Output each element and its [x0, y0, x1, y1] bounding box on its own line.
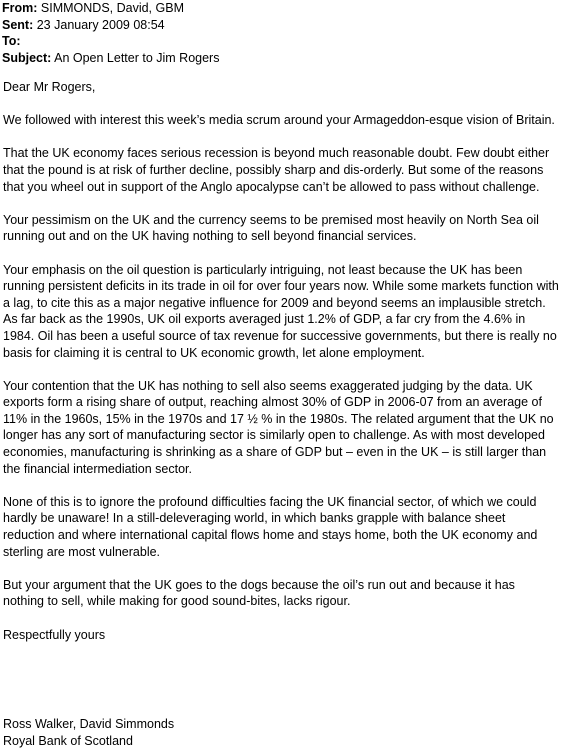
subject-value: An Open Letter to Jim Rogers	[54, 50, 220, 65]
salutation: Dear Mr Rogers,	[3, 80, 96, 94]
body-paragraph: But your argument that the UK goes to the dogs because the oil’s run out and because it has nothing to sell, while making for good sound-bites, lacks rigour.	[3, 577, 515, 609]
to-row	[2, 33, 558, 50]
subject-row	[2, 50, 558, 67]
from-label: From:	[2, 1, 38, 15]
signature-block	[3, 716, 559, 749]
sent-value: 23 January 2009 08:54	[36, 17, 165, 32]
body-paragraph: That the UK economy faces serious recession is beyond much reasonable doubt. Few doubt either that the pound is at risk of further decline, possibly sharp and dis-orderly. But some of the reasons that you wheel out in support of the Anglo apocalypse can’t be allowed to pass without challenge.	[3, 146, 550, 194]
subject-label: Subject:	[2, 50, 52, 65]
closing: Respectfully yours	[3, 627, 106, 642]
signature-organization: Royal Bank of Scotland	[3, 733, 133, 748]
sent-label: Sent:	[2, 17, 34, 32]
signature-names: Ross Walker, David Simmonds	[3, 717, 175, 731]
email-body	[3, 79, 559, 660]
body-paragraph: None of this is to ignore the profound difficulties facing the UK financial sector, of which we could hardly be unaware! In a still-deleveraging world, in which banks grapple with balance sheet reduction and where international capital flows home and stays home, both the UK economy and sterling are most vulnerable.	[3, 494, 538, 559]
body-paragraph: Your contention that the UK has nothing to sell also seems exaggerated judging by the data. UK exports form a rising share of output, reaching almost 30% of GDP in 2006-07 from an average of 11% in the 1960s, 15% in the 1970s and 17 ½ % in the 1980s. The related argument that the UK no longer has any sort of manufacturing sector is similarly open to challenge. As with most developed economies, manufacturing is shrinking as a share of GDP but – even in the UK – is still larger than the financial intermediation sector.	[3, 378, 554, 476]
body-paragraph: Your pessimism on the UK and the currency seems to be premised most heavily on North Sea oil running out and on the UK having nothing to sell beyond financial services.	[3, 212, 539, 244]
from-value: SIMMONDS, David, GBM	[40, 1, 184, 15]
body-paragraph: We followed with interest this week’s media scrum around your Armageddon-esque vision of Britain.	[3, 113, 555, 128]
email-header	[2, 0, 558, 66]
from-row	[2, 0, 558, 17]
to-label: To:	[2, 34, 21, 48]
body-paragraph: Your emphasis on the oil question is particularly intriguing, not least because the UK has been running persistent deficits in its trade in oil for over four years now. While some markets function with a lag, to cite this as a major negative influence for 2009 and beyond seems an implausible stretch. As far back as the 1990s, UK oil exports averaged just 1.2% of GDP, a far cry from the 4.6% in 1984. Oil has been a useful source of tax revenue for successive governments, but there is really no basis for claiming it is central to UK economic growth, let alone employment.	[3, 262, 559, 360]
sent-row	[2, 17, 558, 34]
